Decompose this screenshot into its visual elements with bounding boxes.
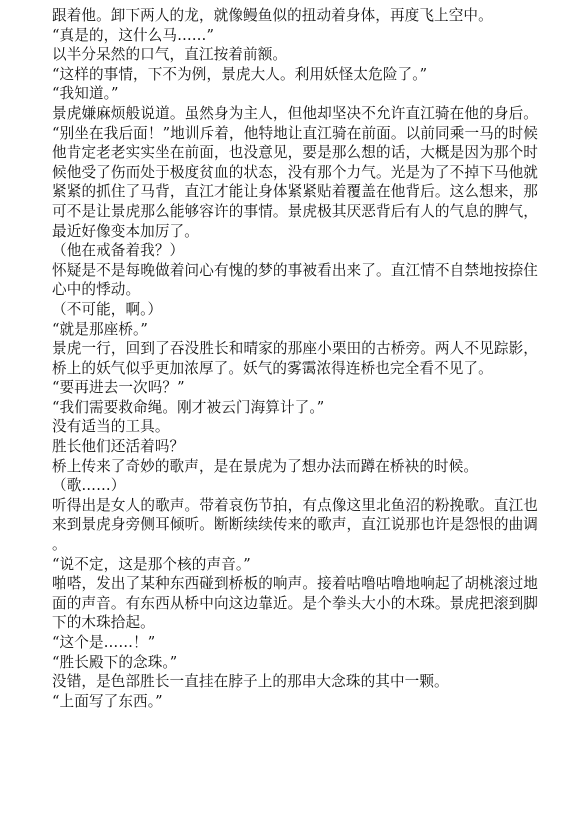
dialogue-line: “这个是……！” [52,634,156,651]
paragraph: 以半分呆然的口气，直江按着前额。 [52,46,288,64]
paragraph: 景虎嫌麻烦般说道。虽然身为主人，但他却坚决不允许直江骑在他的身后。“别坐在我后面！”地训斥着，他特地让直江骑在前面。以前同乘一马的时候他肯定老老实实坐在前面，也没意见，要是那么想的话，大概是因为那个时候他受了伤而处于极度贫血的状态，没有那个力气。光是为了不掉下马他就紧紧的抓住了马背，直江才能让身体紧紧贴着覆盖在他背后。这么想来，那可不是让景虎那么能够容许的事情。景虎极其厌恶背后有人的气息的脾气，最近好像变本加厉了。 [52,104,538,240]
dialogue-line: “就是那座桥。” [52,320,148,338]
paragraph: 没错，是色部胜长一直挂在脖子上的那串大念珠的其中一颗。 [52,673,449,691]
novel-page [52,6,538,711]
paragraph: 啪嗒，发出了某种东西碰到桥板的响声。接着咕噜咕噜地响起了胡桃滚过地面的声音。有东西从桥中向这边靠近。是个拳头大小的木珠。景虎把滚到脚下的木珠拾起。 [52,575,538,632]
paragraph: 桥上传来了奇妙的歌声，是在景虎为了想办法而蹲在桥袂的时候。 [52,457,479,475]
inner-thought: （歌……） [52,477,126,495]
paragraph: 听得出是女人的歌声。带着哀伤节拍，有点像这里北鱼沼的粉挽歌。直江也来到景虎身旁侧耳倾听。断断续续传来的歌声，直江说那也许是怨恨的曲调。 [52,496,538,554]
dialogue-line: “这样的事情，下不为例，景虎大人。利用妖怪太危险了。” [52,65,428,83]
dialogue-line: “上面写了东西。” [52,692,163,710]
paragraph: 怀疑是不是每晚做着问心有愧的梦的事被看出来了。直江情不自禁地按捺住心中的悸动。 [52,261,538,299]
inner-thought: （他在戒备着我？） [52,242,185,260]
dialogue-line: “我们需要救命绳。刚才被云门海算计了。” [52,398,325,416]
paragraph: 景虎一行，回到了吞没胜长和晴家的那座小栗田的古桥旁。两人不见踪影，桥上的妖气似乎更加浓厚了。妖气的雾霭浓得连桥也完全看不见了。 [52,340,538,377]
dialogue-line: “胜长殿下的念珠。” [52,653,178,671]
paragraph: 没有适当的工具。 [52,418,170,436]
dialogue-line: “说不定，这是那个核的声音。” [52,555,251,573]
paragraph: 胜长他们还活着吗？ [52,438,185,456]
paragraph: 跟着他。卸下两人的龙，就像鳗鱼似的扭动着身体，再度飞上空中。 [52,7,493,24]
dialogue-line: “真是的，这什么马……” [52,26,215,44]
inner-thought: （不可能，啊。） [52,300,163,318]
dialogue-line: “要再进去一次吗？” [52,379,185,397]
dialogue-line: “我知道。” [52,85,119,103]
